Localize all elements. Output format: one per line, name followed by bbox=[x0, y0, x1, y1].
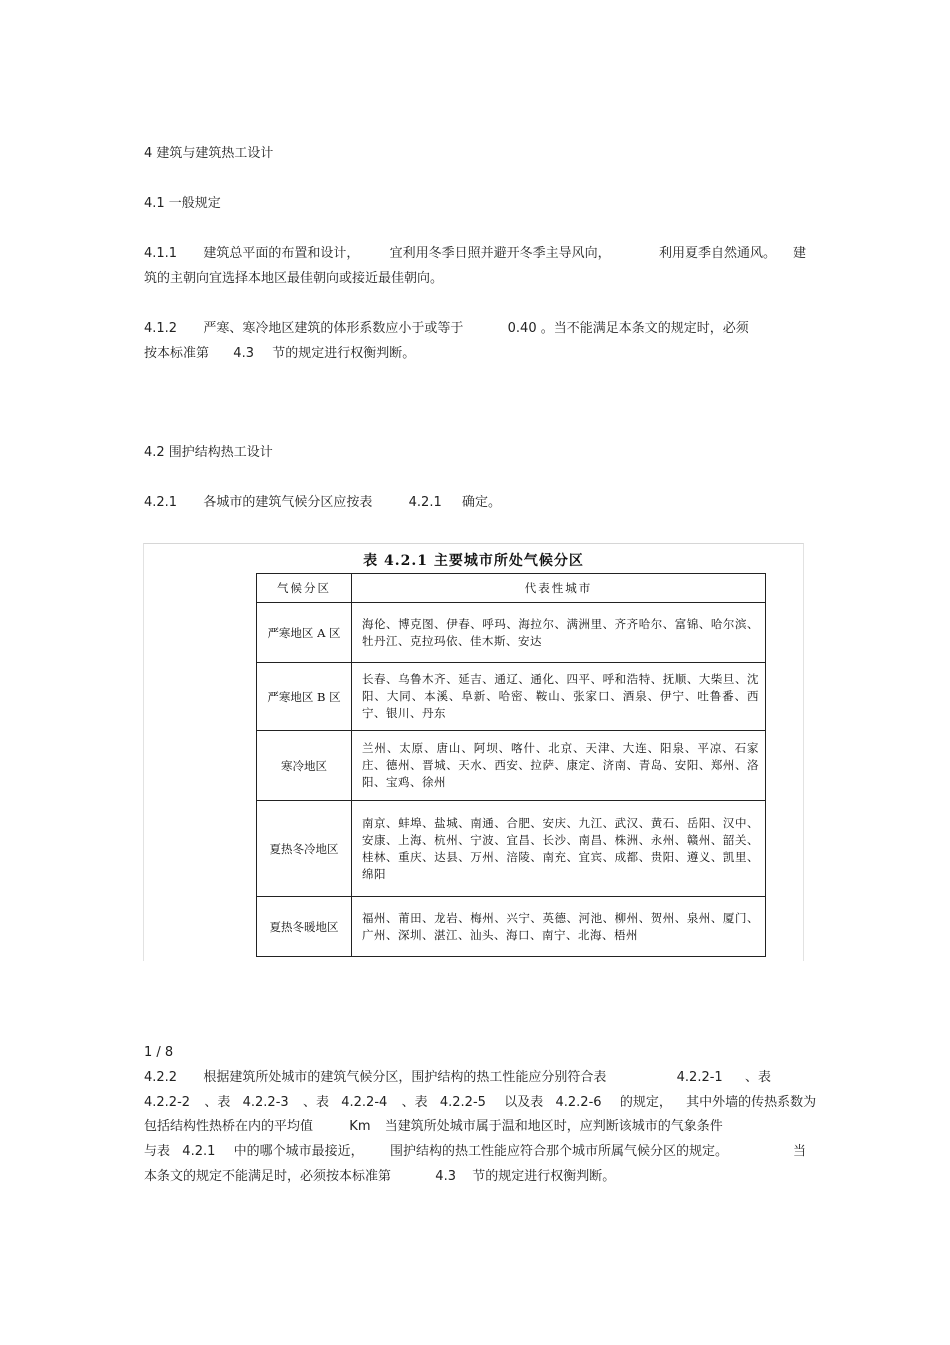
table-row bbox=[257, 731, 766, 801]
clause-text: 中的哪个城市最接近， bbox=[233, 1144, 364, 1159]
clause-text: 、表 bbox=[204, 1095, 231, 1110]
clause-text: 建 bbox=[792, 246, 806, 261]
clause-text: 以及表 bbox=[504, 1095, 544, 1110]
clause-text: 按本标准第 bbox=[144, 346, 210, 361]
clause-text: 节的规定进行权衡判断。 bbox=[272, 346, 416, 361]
clause-text: 节的规定进行权衡判断。 bbox=[472, 1169, 616, 1184]
clause-text: 4.2.2-6 bbox=[555, 1095, 602, 1110]
zone-cell: 寒冷地区 bbox=[257, 731, 352, 801]
clause-number: 4.1.2 bbox=[144, 321, 178, 336]
table-title: 表 4.2.1 主要城市所处气候分区 bbox=[363, 553, 584, 569]
climate-zone-table bbox=[256, 573, 766, 957]
clause-text: 确定。 bbox=[462, 495, 502, 510]
clause-text: 与表 bbox=[144, 1144, 171, 1159]
clause-number: 4.2.1 bbox=[144, 495, 178, 510]
zone-cell: 夏热冬暖地区 bbox=[257, 897, 352, 957]
cities-cell: 福州、莆田、龙岩、梅州、兴宁、英德、河池、柳州、贺州、泉州、厦门、广州、深圳、湛江、汕头、海口、南宁、北海、梧州 bbox=[352, 897, 766, 957]
clause-number: 4.1.1 bbox=[144, 246, 178, 261]
clause-text: 4.3 bbox=[233, 346, 254, 361]
cities-cell: 海伦、博克图、伊春、呼玛、海拉尔、满洲里、齐齐哈尔、富锦、哈尔滨、牡丹江、克拉玛依、佳木斯、安达 bbox=[352, 603, 766, 663]
clause-text: Km bbox=[349, 1119, 371, 1134]
clause-text: 4.2.2-1 bbox=[676, 1070, 723, 1085]
zone-cell: 严寒地区 B 区 bbox=[257, 663, 352, 731]
section-heading-4: 4 建筑与建筑热工设计 bbox=[144, 146, 274, 161]
page-number: 1 / 8 bbox=[144, 1045, 174, 1060]
clause-text: 当 bbox=[792, 1144, 806, 1159]
clause-text: 4.2.2-2 bbox=[144, 1095, 191, 1110]
clause-text: 、表 bbox=[302, 1095, 329, 1110]
clause-text: 建筑总平面的布置和设计， bbox=[203, 246, 360, 261]
clause-text: 当建筑所处城市属于温和地区时，应判断该城市的气象条件 bbox=[384, 1119, 723, 1134]
table-row bbox=[257, 663, 766, 731]
clause-text: 根据建筑所处城市的建筑气候分区，围护结构的热工性能应分别符合表 bbox=[203, 1070, 607, 1085]
clause-text: 4.2.2-3 bbox=[242, 1095, 289, 1110]
cities-cell: 兰州、太原、唐山、阿坝、喀什、北京、天津、大连、阳泉、平凉、石家庄、德州、晋城、天水、西安、拉萨、康定、济南、青岛、安阳、郑州、洛阳、宝鸡、徐州 bbox=[352, 731, 766, 801]
clause-text: 的规定， bbox=[619, 1095, 672, 1110]
zone-cell: 夏热冬冷地区 bbox=[257, 801, 352, 897]
clause-text: 4.2.2-5 bbox=[439, 1095, 486, 1110]
clause-text: 围护结构的热工性能应符合那个城市所属气候分区的规定。 bbox=[389, 1144, 728, 1159]
clause-text: 0.40 。当不能满足本条文的规定时，必须 bbox=[507, 321, 749, 336]
clause-text: 本条文的规定不能满足时，必须按本标准第 bbox=[144, 1169, 392, 1184]
clause-text: 、表 bbox=[744, 1070, 771, 1085]
table-row bbox=[257, 897, 766, 957]
clause-4-2-1 bbox=[144, 494, 501, 512]
clause-text: 利用夏季自然通风。 bbox=[658, 246, 776, 261]
climate-zone-table-figure bbox=[143, 543, 804, 961]
clause-text: 筑的主朝向宜选择本地区最佳朝向或接近最佳朝向。 bbox=[144, 271, 444, 286]
cities-cell: 长春、乌鲁木齐、延吉、通辽、通化、四平、呼和浩特、抚顺、大柴旦、沈阳、大同、本溪、阜新、哈密、鞍山、张家口、酒泉、伊宁、吐鲁番、西宁、银川、丹东 bbox=[352, 663, 766, 731]
header-cities: 代表性城市 bbox=[352, 574, 766, 603]
table-header-row bbox=[257, 574, 766, 603]
section-heading-4-1: 4.1 一般规定 bbox=[144, 196, 221, 211]
table-row bbox=[257, 801, 766, 897]
section-heading-4-2: 4.2 围护结构热工设计 bbox=[144, 445, 273, 460]
cities-cell: 南京、蚌埠、盐城、南通、合肥、安庆、九江、武汉、黄石、岳阳、汉中、安康、上海、杭州、宁波、宜昌、长沙、南昌、株洲、永州、赣州、韶关、桂林、重庆、达县、万州、涪陵、南充、宜宾、成都、贵阳、遵义、凯里、绵阳 bbox=[352, 801, 766, 897]
header-zone: 气候分区 bbox=[257, 574, 352, 603]
clause-text: 4.3 bbox=[435, 1169, 456, 1184]
table-row bbox=[257, 603, 766, 663]
clause-text: 包括结构性热桥在内的平均值 bbox=[144, 1119, 314, 1134]
clause-text: 4.2.1 bbox=[182, 1144, 216, 1159]
clause-text: 各城市的建筑气候分区应按表 bbox=[203, 495, 373, 510]
clause-number: 4.2.2 bbox=[144, 1070, 178, 1085]
clause-text: 宜利用冬季日照并避开冬季主导风向， bbox=[389, 246, 611, 261]
clause-text: 其中外墙的传热系数为 bbox=[686, 1095, 817, 1110]
clause-text: 4.2.1 bbox=[408, 495, 442, 510]
clause-text: 、表 bbox=[401, 1095, 428, 1110]
clause-text: 严寒、寒冷地区建筑的体形系数应小于或等于 bbox=[203, 321, 464, 336]
zone-cell: 严寒地区 A 区 bbox=[257, 603, 352, 663]
clause-text: 4.2.2-4 bbox=[341, 1095, 388, 1110]
